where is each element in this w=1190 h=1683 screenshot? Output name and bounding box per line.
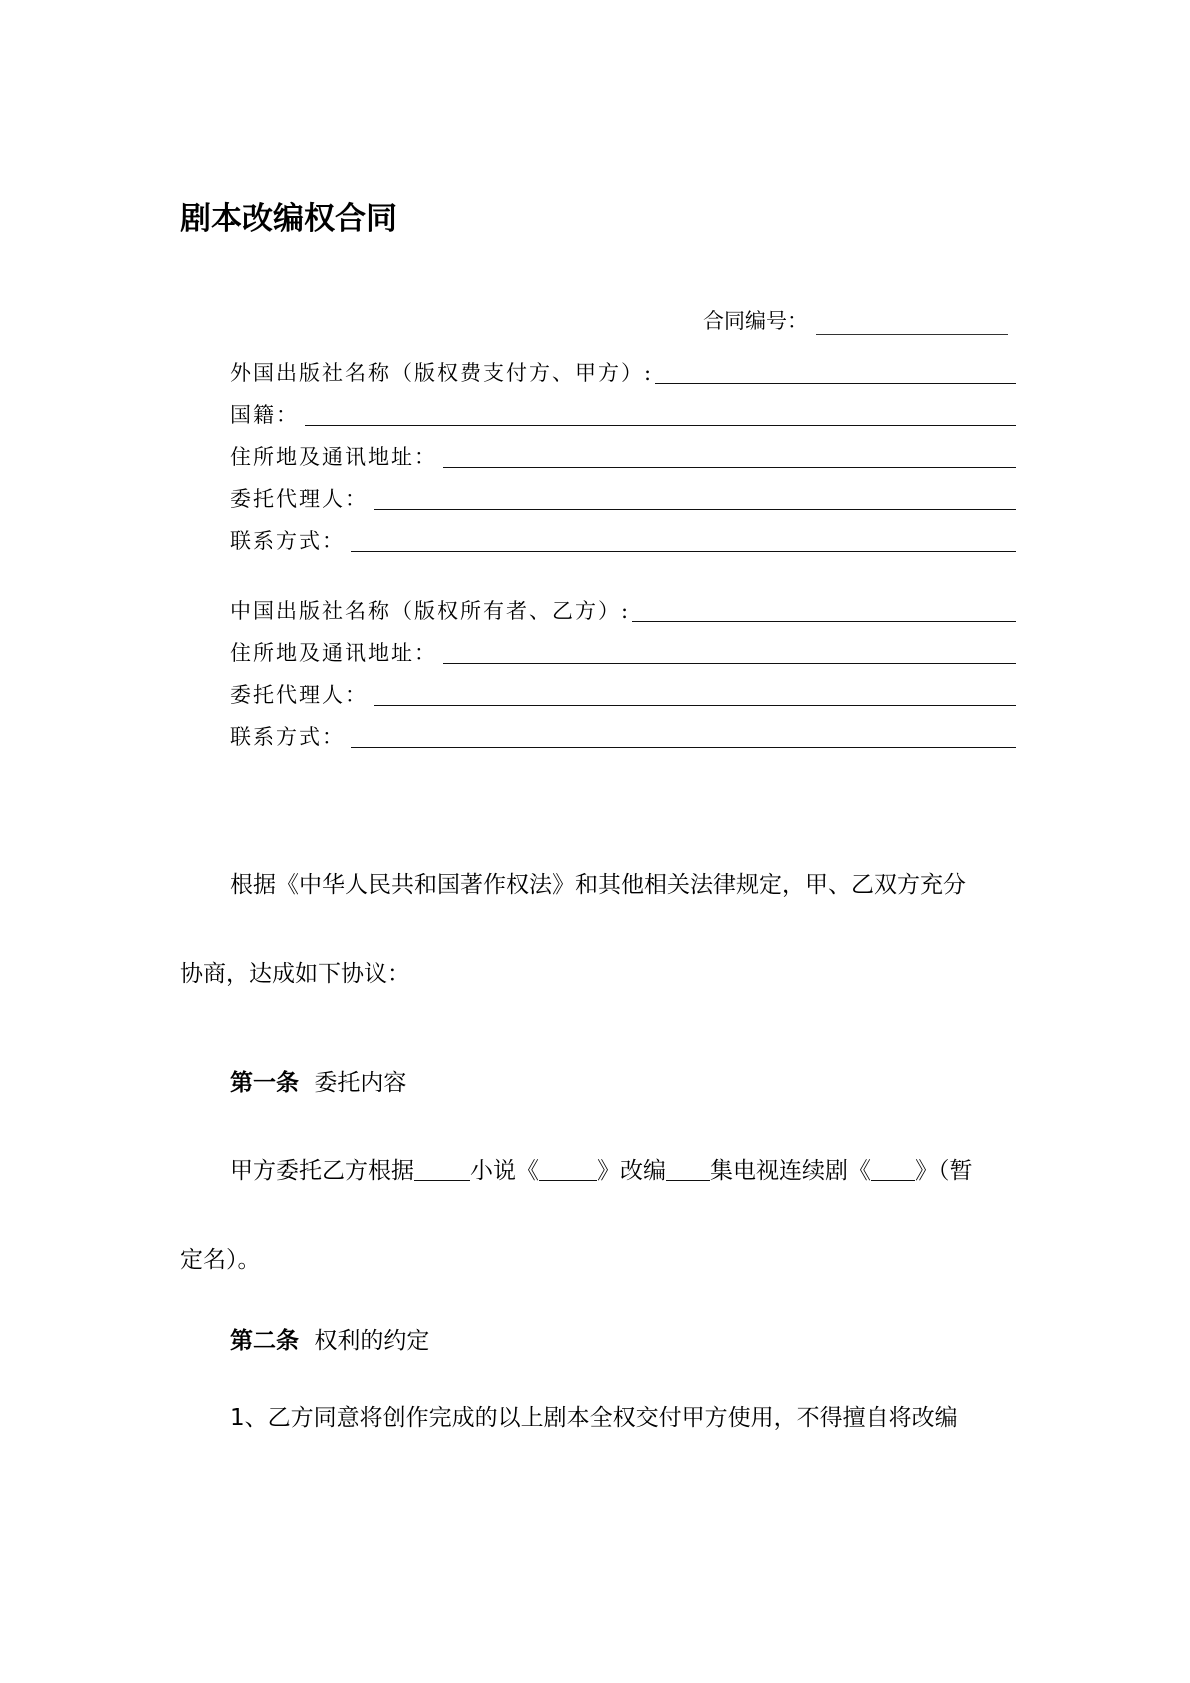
party-a-address-field	[230, 441, 1016, 471]
party-b-publisher-name-field	[230, 595, 1016, 625]
field-label: 住所地及通讯地址：	[230, 445, 437, 469]
field-label: 联系方式：	[230, 529, 345, 553]
article-1-body-line-1	[230, 1152, 973, 1185]
article-1-text: 甲方委托乙方根据	[230, 1158, 414, 1184]
party-a-nationality-blank[interactable]	[305, 405, 1016, 426]
novel-author-blank[interactable]	[414, 1158, 470, 1181]
party-a-nationality-field	[230, 399, 1016, 429]
article-2-number: 第二条	[230, 1328, 299, 1354]
preamble-line-2: 协商，达成如下协议：	[180, 961, 410, 987]
party-b-agent-blank[interactable]	[374, 685, 1016, 706]
field-label: 联系方式：	[230, 725, 345, 749]
party-a-publisher-name-blank[interactable]	[655, 363, 1016, 384]
field-label: 委托代理人：	[230, 487, 368, 511]
party-b-contact-blank[interactable]	[351, 727, 1016, 748]
field-label: 中国出版社名称（版权所有者、乙方）:	[230, 599, 631, 623]
party-a-address-blank[interactable]	[443, 447, 1016, 468]
article-1-body-line-2: 定名）。	[180, 1247, 261, 1273]
party-b-contact-field	[230, 721, 1016, 751]
document-title: 剧本改编权合同	[180, 201, 397, 237]
article-2-item-1: 1、乙方同意将创作完成的以上剧本全权交付甲方使用，不得擅自将改编	[230, 1405, 958, 1431]
article-1-title: 委托内容	[314, 1070, 407, 1096]
party-b-address-blank[interactable]	[443, 643, 1016, 664]
field-label: 外国出版社名称（版权费支付方、甲方）:	[230, 361, 654, 385]
contract-number-field	[703, 305, 1008, 335]
party-b-publisher-name-blank[interactable]	[632, 601, 1016, 622]
contract-number-label: 合同编号：	[703, 309, 808, 333]
preamble-line-1: 根据《中华人民共和国著作权法》和其他相关法律规定，甲、乙双方充分	[230, 872, 966, 898]
article-1-text: 》（暂	[915, 1158, 973, 1184]
article-1-number: 第一条	[230, 1070, 299, 1096]
series-title-blank[interactable]	[871, 1158, 915, 1181]
party-a-agent-blank[interactable]	[374, 489, 1016, 510]
article-1-text: 》改编	[597, 1158, 666, 1184]
party-b-agent-field	[230, 679, 1016, 709]
field-label: 国籍：	[230, 403, 299, 427]
article-1-text: 集电视连续剧《	[710, 1158, 871, 1184]
novel-title-blank[interactable]	[539, 1158, 597, 1181]
article-2-title: 权利的约定	[314, 1328, 430, 1354]
party-b-address-field	[230, 637, 1016, 667]
party-a-publisher-name-field	[230, 357, 1016, 387]
episode-count-blank[interactable]	[666, 1158, 710, 1181]
contract-number-blank[interactable]	[816, 314, 1008, 335]
field-label: 住所地及通讯地址：	[230, 641, 437, 665]
party-a-contact-field	[230, 525, 1016, 555]
article-1-text: 小说《	[470, 1158, 539, 1184]
party-a-agent-field	[230, 483, 1016, 513]
article-2-heading	[230, 1322, 429, 1355]
article-1-heading	[230, 1064, 406, 1097]
field-label: 委托代理人：	[230, 683, 368, 707]
party-a-contact-blank[interactable]	[351, 531, 1016, 552]
